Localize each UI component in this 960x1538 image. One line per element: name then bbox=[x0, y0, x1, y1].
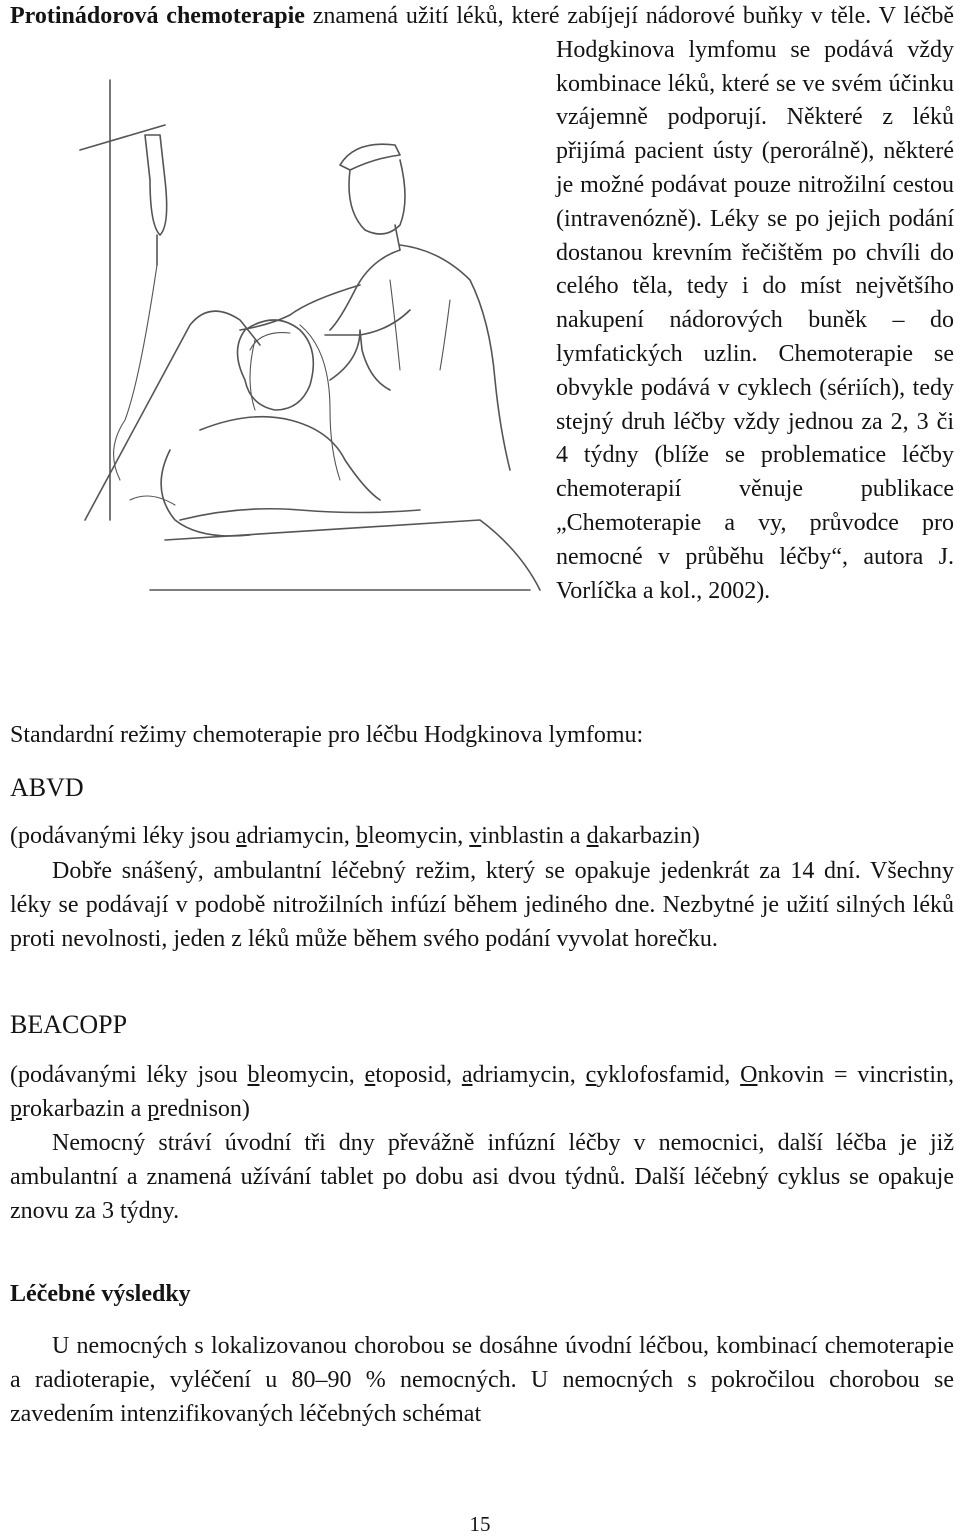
page-number: 15 bbox=[469, 1512, 491, 1536]
results-heading: Léčebné výsledky bbox=[10, 1281, 191, 1307]
beacopp-description: Nemocný stráví úvodní tři dny převážně infúzní léčby v nemocnici, další léčba je již ambulantní a znamená užívání tablet po dobu asi dvou týdnů. Další léčebný cyklus se opakuje znovu za 3 týdny. bbox=[10, 1130, 954, 1224]
results-text: U nemocných s lokalizovanou chorobou se dosáhne úvodní léčbou, kombinací chemoterapie a radioterapie, vyléčení u 80–90 % nemocných. U nemocných s pokročilou chorobou se zavedením intenzifikovaných léčebných schémat bbox=[10, 1333, 954, 1427]
intro-paragraph bbox=[10, 0, 954, 608]
regimens-intro: Standardní režimy chemoterapie pro léčbu Hodgkinova lymfomu: bbox=[10, 722, 644, 748]
abvd-heading: ABVD bbox=[10, 773, 84, 802]
abvd-drugs: (podávanými léky jsou adriamycin, bleomycin, vinblastin a dakarbazin) bbox=[10, 823, 700, 849]
beacopp-drugs: (podávanými léky jsou bleomycin, etoposid, adriamycin, cyklofosfamid, Onkovin = vincristin, prokarbazin a prednison) bbox=[10, 1062, 955, 1122]
intro-text: znamená užití léků, které zabíjejí nádorové buňky v těle. V léčbě Hodgkinova lymfomu se podává vždy kombinace léků, které se ve svém účinku vzájemně podporují. Některé z léků přijímá pacient ústy (perorálně), některé je možné podávat pouze nitrožilní cestou (intravenózně). Léky se po jejich podání dostanou krevním řečištěm po chvíli do celého těla, tedy i do míst největšího nakupení nádorových buněk – do lymfatických uzlin. Chemoterapie se obvykle podává v cyklech (sériích), tedy stejný druh léčby vždy jednou za 2, 3 či 4 týdny (blíže se problematice léčby chemoterapií věnuje publikace „Chemoterapie a vy, průvodce pro nemocné v průběhu léčby“, autora J. Vorlíčka a kol., 2002). bbox=[304, 3, 955, 604]
beacopp-heading: BEACOPP bbox=[10, 1010, 128, 1039]
intro-lead-bold: Protinádorová chemoterapie bbox=[10, 3, 305, 29]
abvd-description: Dobře snášený, ambulantní léčebný režim, který se opakuje jedenkrát za 14 dní. Všechny léky se podávají v podobě nitrožilních infúzí během jediného dne. Nezbytné je užití silných léků proti nevolnosti, jeden z léků může během svého podání vyvolat horečku. bbox=[10, 858, 954, 952]
illustration-float-area bbox=[10, 43, 556, 588]
